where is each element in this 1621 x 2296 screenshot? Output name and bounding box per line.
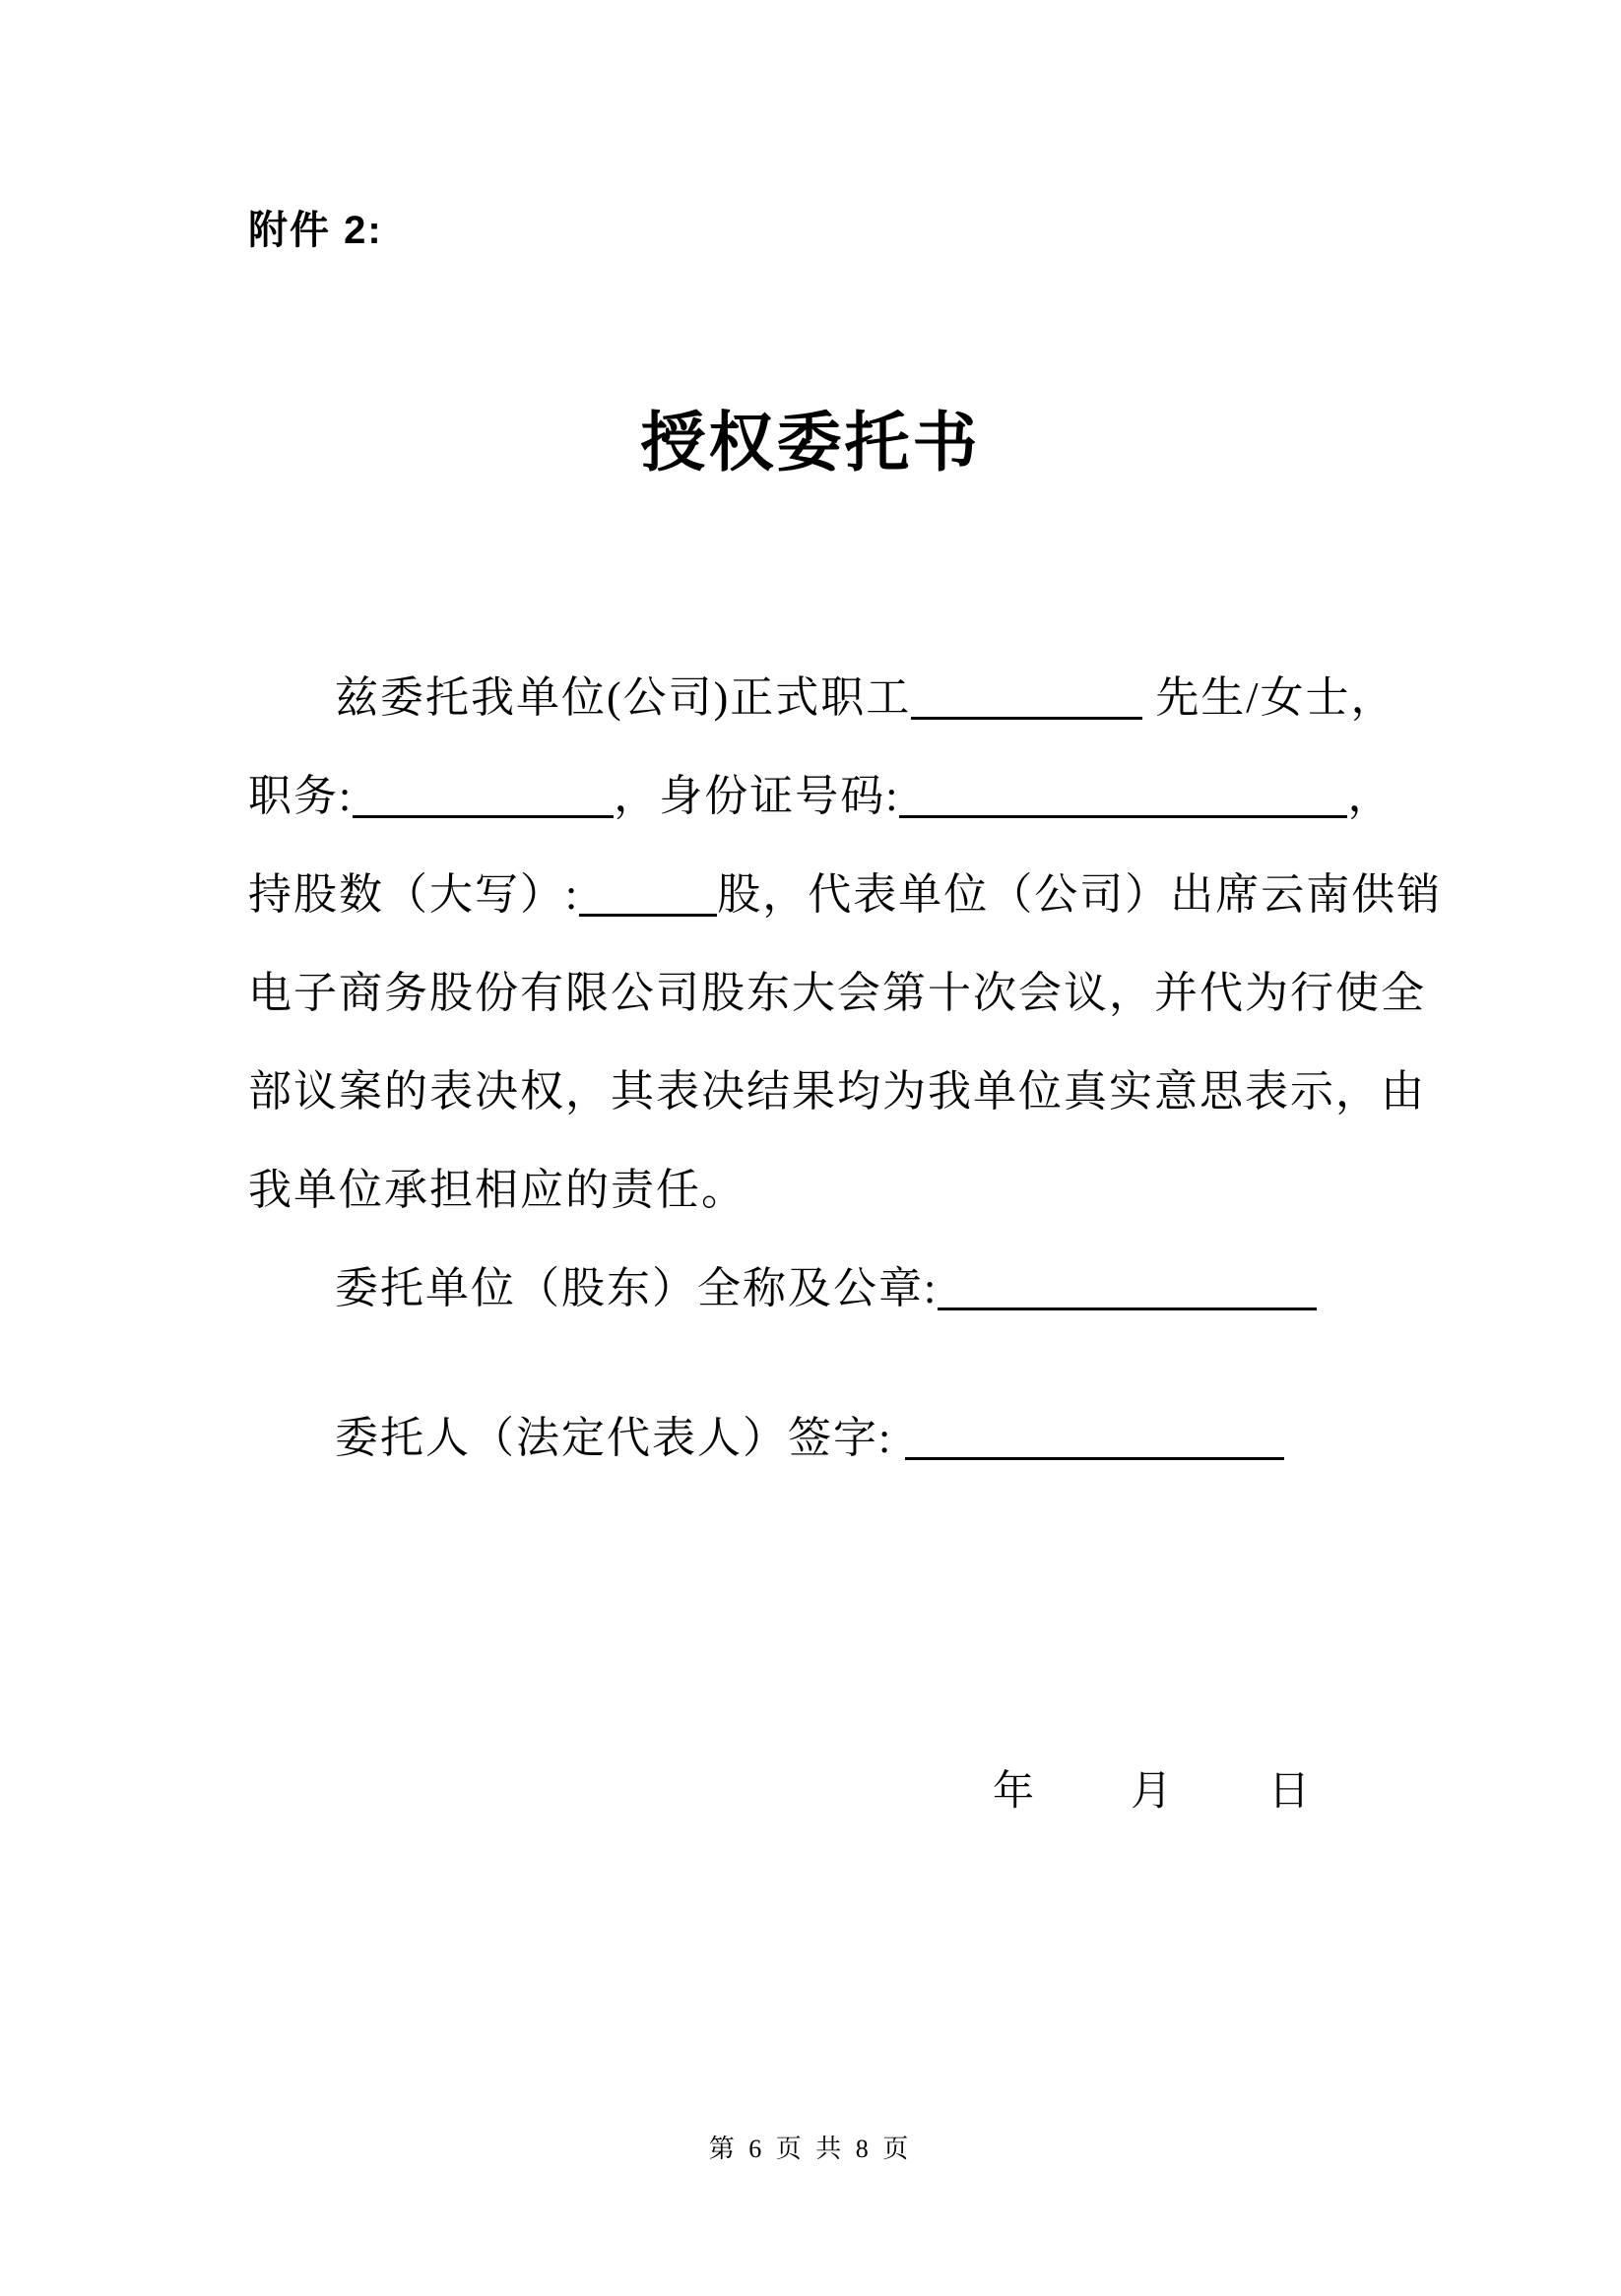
signature-label: 委托人（法定代表人）签字: — [335, 1414, 893, 1462]
document-title: 授权委托书 — [640, 408, 981, 479]
blank-position — [353, 772, 614, 818]
paragraph-line-5 — [248, 1055, 1426, 1118]
paragraph-line-2 — [248, 760, 1394, 823]
entrusting-unit-line — [248, 1252, 1391, 1315]
id-number-label: ，身份证号码: — [614, 772, 900, 820]
paragraph-line-6 — [248, 1154, 1391, 1217]
line2-tail: ， — [1347, 772, 1394, 820]
paragraph-line-3 — [248, 859, 1443, 922]
line6-text: 我单位承担相应的责任。 — [248, 1166, 746, 1214]
line1-text-pre: 兹委托我单位(公司)正式职工 — [335, 673, 912, 722]
date-year-label: 年 — [993, 1769, 1035, 1815]
line3-tail: 股，代表单位（公司）出席云南供销 — [717, 870, 1443, 919]
date-month-label: 月 — [1131, 1769, 1173, 1815]
entrusting-unit-label: 委托单位（股东）全称及公章: — [335, 1264, 939, 1312]
line1-text-post: 先生/女士， — [1155, 673, 1396, 722]
blank-id-number — [899, 772, 1347, 818]
date-day-label: 日 — [1268, 1769, 1311, 1815]
blank-shares-count — [579, 870, 717, 917]
page-number-footer: 第 6 页 共 8 页 — [708, 2135, 913, 2163]
date-line — [993, 1758, 1310, 1818]
line4-text: 电子商务股份有限公司股东大会第十次会议，并代为行使全 — [248, 969, 1426, 1017]
paragraph-line-4 — [248, 957, 1426, 1020]
shares-label: 持股数（大写）: — [248, 870, 580, 919]
line5-text: 部议案的表决权，其表决结果均为我单位真实意思表示，由 — [248, 1067, 1426, 1116]
blank-signature — [905, 1414, 1284, 1460]
blank-entrusting-unit-seal — [938, 1264, 1317, 1310]
signature-line — [248, 1402, 1391, 1465]
attachment-label: 附件 2: — [248, 209, 383, 252]
paragraph-line-1 — [248, 662, 1396, 725]
position-label: 职务: — [248, 772, 354, 820]
blank-employee-name — [911, 673, 1142, 720]
